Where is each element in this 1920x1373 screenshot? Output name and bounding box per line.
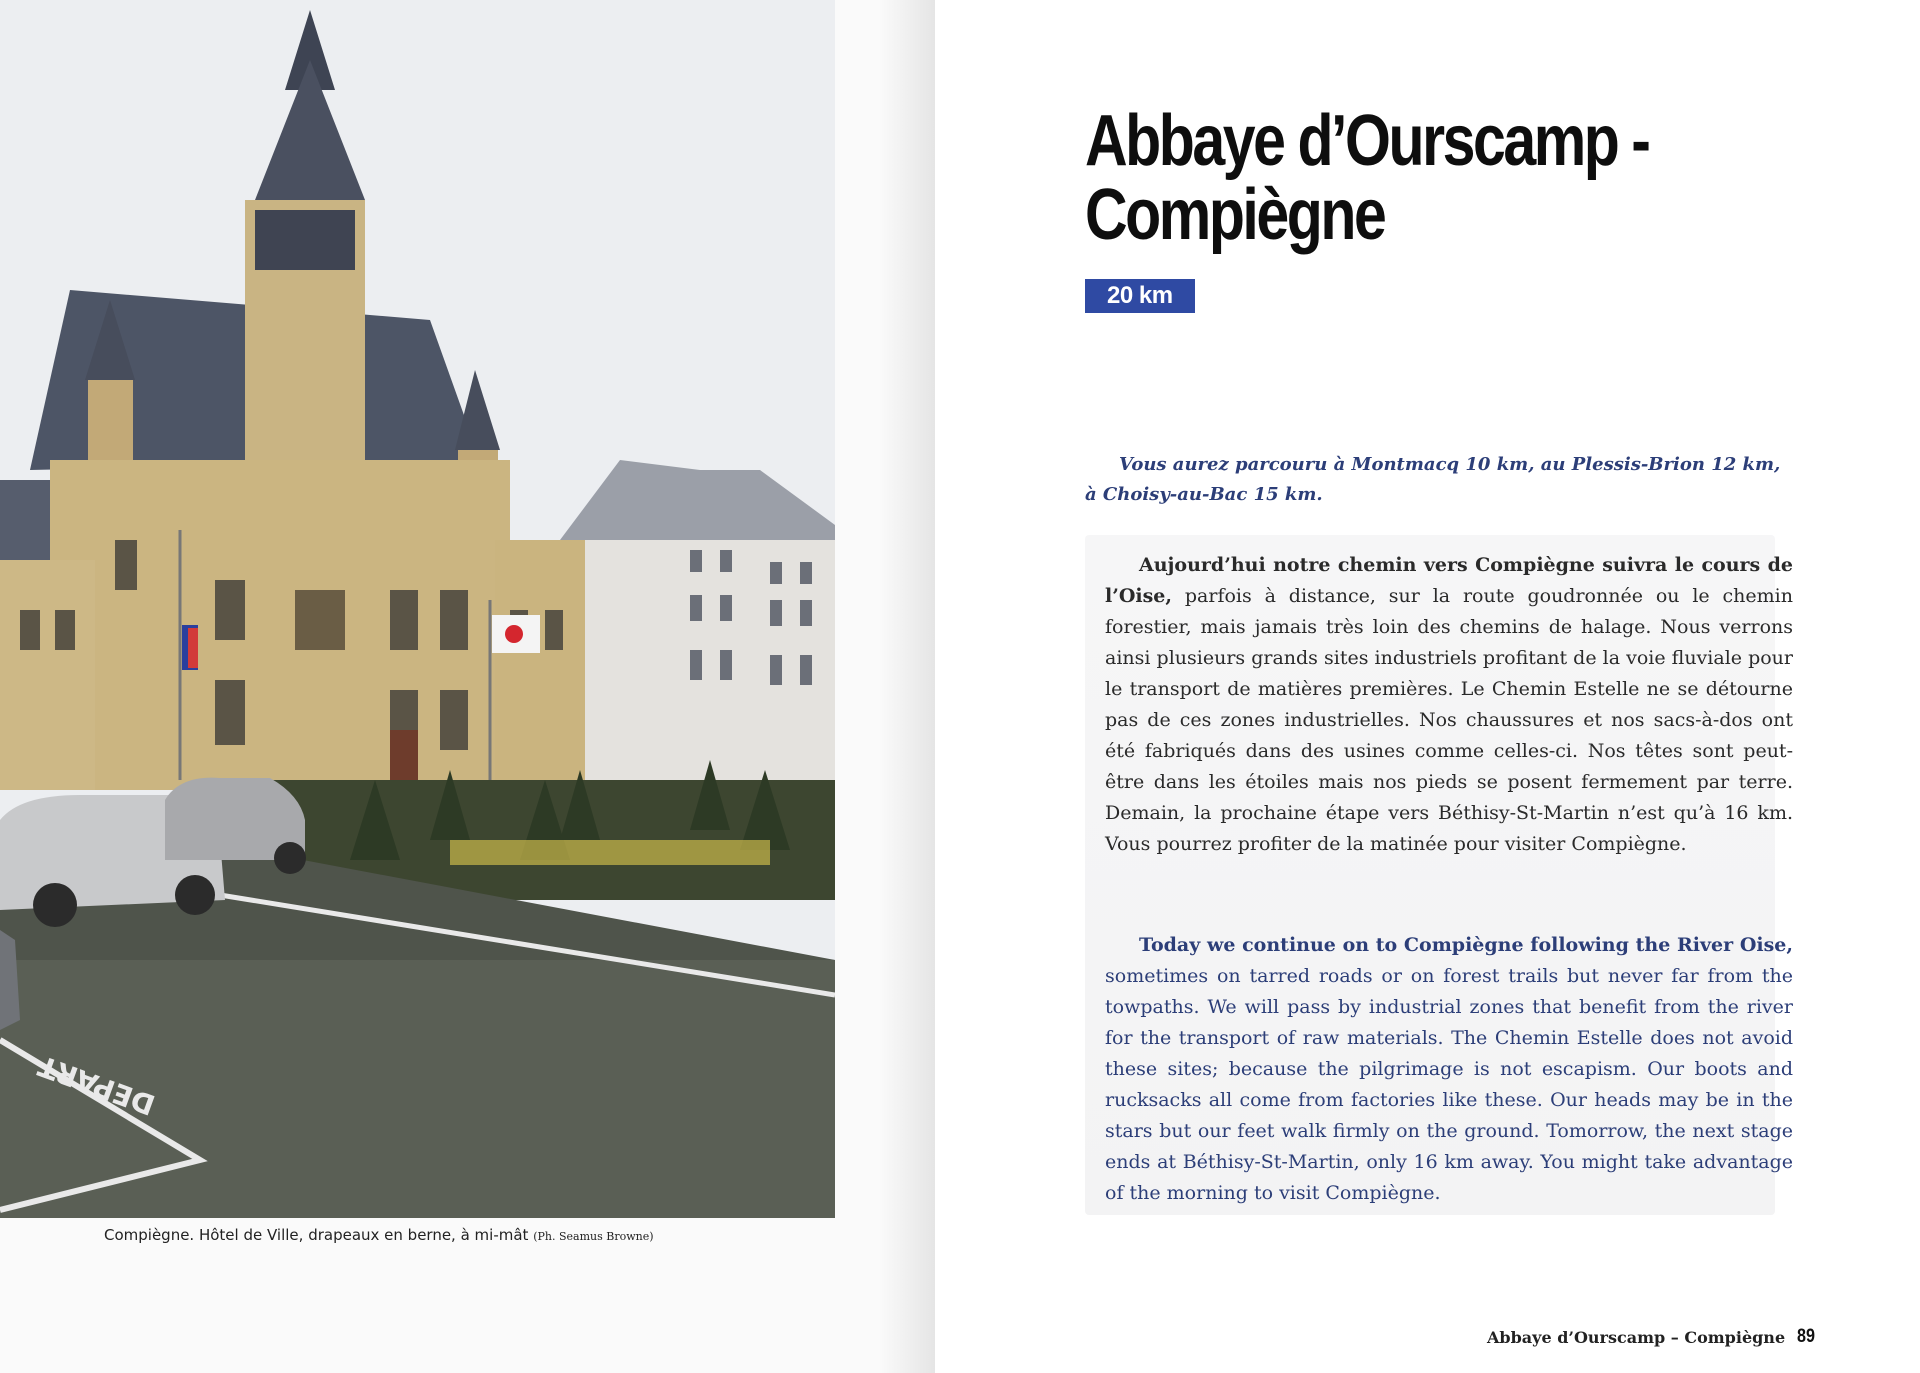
photo-caption — [104, 1226, 824, 1244]
caption-text: Compiègne. Hôtel de Ville, drapeaux en berne, à mi-mât — [104, 1226, 534, 1244]
english-lead: Today we continue on to Compiègne following the River Oise, — [1139, 934, 1793, 956]
left-page — [0, 0, 935, 1373]
stage-summary: Vous aurez parcouru à Montmacq 10 km, au Plessis-Brion 12 km, à Choisy-au-Bac 15 km. — [1085, 454, 1781, 505]
distance-badge: 20 km — [1085, 279, 1195, 313]
svg-text:DEPART: DEPART — [34, 1048, 160, 1122]
french-body: parfois à distance, sur la route goudronnée ou le chemin forestier, mais jamais très loin des chemins de halage. Nous verrons ainsi plusieurs grands sites industriels profitant de la voie fluviale pour le transport de matières premières. Le Chemin Estelle ne se détourne pas de ces zones industrielles. Nos chaussures et nos sacs-à-dos ont été fabriqués dans des usines comme celles-ci. Nos têtes sont peut-être dans les étoiles mais nos pieds se posent fermement par terre. Demain, la prochaine étape vers Béthisy-St-Martin n’est qu’à 16 km. Vous pourrez profiter de la matinée pour visiter Compiègne. — [1105, 585, 1793, 855]
page-number: 89 — [1797, 1326, 1815, 1347]
photo-illustration — [0, 0, 835, 1218]
french-paragraph — [1105, 550, 1793, 860]
french-lead: Aujourd’hui notre chemin vers Compiègne suivra le cours de l’Oise, — [1105, 554, 1793, 607]
right-page — [935, 0, 1920, 1373]
running-footer-title: Abbaye d’Ourscamp – Compiègne — [1487, 1328, 1786, 1347]
stage-title-line1: Abbaye d’Ourscamp - — [1085, 101, 1649, 181]
stage-title-line2: Compiègne — [1085, 175, 1385, 255]
stage-title — [1085, 101, 1659, 255]
english-body: sometimes on tarred roads or on forest trails but never far from the towpaths. We will pass by industrial zones that benefit from the river for the transport of raw materials. The Chemin Estelle does not avoid these sites; because the pilgrimage is not escapism. Our boots and rucksacks all come from factories like these. Our heads may be in the stars but our feet walk firmly on the ground. Tomorrow, the next stage ends at Béthisy-St-Martin, only 16 km away. You might take advantage of the morning to visit Compiègne. — [1105, 965, 1793, 1204]
english-paragraph — [1105, 930, 1793, 1209]
photo-credit: (Ph. Seamus Browne) — [533, 1230, 654, 1243]
compiegne-town-hall-photo — [0, 0, 835, 1218]
